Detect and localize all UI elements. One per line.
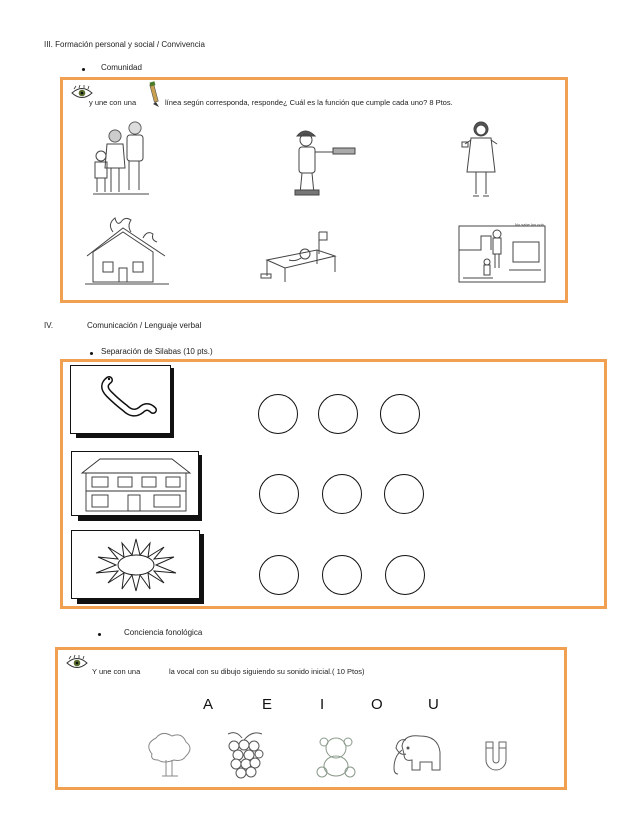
- syllable-circle[interactable]: [380, 394, 420, 434]
- section4-bullet: Separación de Silabas (10 pts.): [101, 347, 213, 356]
- section3-bullet: Comunidad: [101, 63, 142, 72]
- house-drawing: [78, 455, 194, 513]
- section3-instruction-suffix: línea según corresponda, responde¿ Cuál es la función que cumple cada uno? 8 Ptos.: [165, 98, 453, 107]
- syllable-circle[interactable]: [259, 474, 299, 514]
- section4-bullet2: Conciencia fonológica: [124, 628, 203, 637]
- bullet-dot: [98, 633, 101, 636]
- section4-heading: Comunicación / Lenguaje verbal: [87, 321, 202, 330]
- sun-drawing: [88, 537, 184, 593]
- bullet-dot: [82, 68, 85, 71]
- vowel-e: E: [262, 696, 273, 713]
- vowel-i: I: [320, 696, 325, 713]
- bear-drawing: [316, 736, 356, 778]
- phonology-box: [55, 647, 567, 790]
- syllable-box: [60, 359, 607, 609]
- syllable-circle[interactable]: [322, 474, 362, 514]
- family-drawing: [89, 118, 153, 196]
- section4-number: IV.: [44, 321, 54, 330]
- section3-heading: III. Formación personal y social / Convivencia: [44, 40, 205, 49]
- doctor-drawing: [461, 120, 501, 200]
- vowel-u: U: [428, 696, 439, 713]
- syllable-circle[interactable]: [258, 394, 298, 434]
- phonology-instruction-prefix: Y une con una: [92, 667, 141, 676]
- elephant-drawing: [388, 732, 444, 780]
- syllable-circle[interactable]: [318, 394, 358, 434]
- tree-drawing: [144, 732, 194, 778]
- eye-icon: [66, 656, 88, 670]
- grapes-drawing: [224, 730, 268, 782]
- pencil-icon: [147, 82, 161, 108]
- syllable-item-worm: [70, 365, 171, 434]
- vowel-a: A: [203, 696, 214, 713]
- image-caption: No sabe los noh: [515, 222, 544, 227]
- syllable-item-house: [71, 451, 199, 516]
- hospital-bed-drawing: [261, 230, 341, 286]
- phonology-instruction-suffix: la vocal con su dibujo siguiendo su sonido inicial.( 10 Ptos): [169, 667, 365, 676]
- section3-box: [60, 77, 568, 303]
- syllable-item-sun: [71, 530, 200, 599]
- magnet-drawing: [482, 740, 510, 774]
- syllable-circle[interactable]: [385, 555, 425, 595]
- street-scene-drawing: [457, 220, 547, 286]
- syllable-circle[interactable]: [384, 474, 424, 514]
- vowel-o: O: [371, 696, 383, 713]
- syllable-circle[interactable]: [322, 555, 362, 595]
- worm-drawing: [97, 374, 157, 422]
- syllable-circle[interactable]: [259, 555, 299, 595]
- burning-house-drawing: [83, 218, 171, 288]
- bullet-dot: [90, 352, 93, 355]
- firefighter-drawing: [289, 126, 361, 198]
- section3-instruction-prefix: y une con una: [89, 98, 137, 107]
